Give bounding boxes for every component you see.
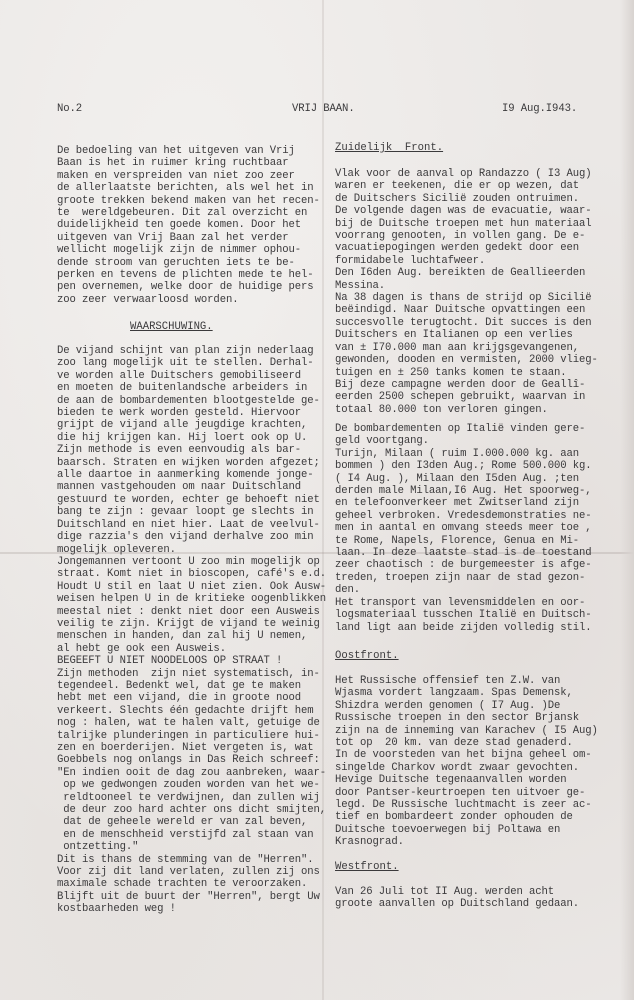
warning-paragraph: De vijand schijnt van plan zijn nederlaag zoo lang mogelijk uit te stellen. Derhal- ve worden alle Duitschers gemobiliseerd en moeten de buitenlandsche arbeiders in de aan de bombardementen blootgestelde ge- bieden te werk worden gesteld. Hiervoor grijpt de vijand alle jeugdige krachten, die hij krijgen kan. Hij loert ook op U. Zijn methode is even eenvoudig als bar- baarsch. Straten en wijken worden afgezet; alle daartoe in aanmerking komende jonge- mannen vastgehouden om naar Duitschland gestuurd te worden, echter ge behoeft niet bang te zijn : gevaar loopt ge slechts in Duitschland en niet hier. Laat de veelvul- dige razzia's den vijand derhalve zoo min mogelijk opleveren. Jongemannen vertoont U zoo min mogelijk op straat. Komt niet in bioscopen, café's e.d. Houdt U stil en laat U niet zien. Ook Ausw- weisen helpen U in de kritieke oogenblikken meestal niet : denkt niet door een Ausweis veilig te zijn. Krijgt de vijand te weinig menschen in handen, dan zal hij U nemen, al hebt ge ook een Ausweis. BEGEEFT U NIET NOODELOOS OP STRAAT ! Zijn methoden zijn niet systematisch, in- tegendeel. Bedenkt wel, dat ge te maken hebt met een vijand, die in groote nood verkeert. Slechts één gedachte drijft hem nog : halen, wat te halen valt, getuige de talrijke plunderingen in particuliere hui- zen en boerderijen. Niet vergeten is, wat Goebbels nog onlangs in Das Reich schreef: "En indien ooit de dag zou aanbreken, waar- op we gedwongen zouden worden van het we- reldtooneel te verdwijnen, dan zullen wij de deur zoo hard achter ons dicht smijten, dat de geheele wereld er van zal beven, en de menschheid verstijfd zal staan van ontzetting." Dit is thans de stemming van de "Herren". Voor zij dit land verlaten, zullen zij ons maximale schade trachten te veroorzaken. Blijft uit de buurt der "Herren", bergt Uw kostbaarheden weg ! — [57, 345, 327, 916]
intro-paragraph: De bedoeling van het uitgeven van Vrij Baan is het in ruimer kring ruchtbaar maken en verspreiden van niet zoo zeer de allerlaatste berichten, als wel het in groote trekken bekend maken van het recen- te wereldgebeuren. Dit zal overzicht en duidelijkheid ten goede komen. Door het uitgeven van Vrij Baan zal het verder wellicht mogelijk zijn de nimmer ophou- dende stroom van geruchten iets te be- perken en tevens de plichten mede te hel- pen overnemen, welke door de huidige pers zoo zeer verwaarloosd worden. — [57, 145, 320, 306]
newspaper-title: VRIJ BAAN. — [292, 103, 355, 115]
eastern-front-heading: Oostfront. — [335, 650, 399, 662]
southern-front-paragraph-2: De bombardementen op Italië vinden gere- geld voortgang. Turijn, Milaan ( ruim I.000.000 kg. aan bommen ) den I3den Aug.; Rome 500.000 kg. ( I4 Aug. ), Milaan den I5den Aug. ;ten derden male Milaan,I6 Aug. Het spoorweg-, en telefoonverkeer met Zwitserland zijn geheel verbroken. Vredesdemonstraties ne- men in aantal en omvang steeds meer toe , te Rome, Napels, Florence, Genua en Mi- laan. In deze laatste stad is de toestand zeer chaotisch : de burgemeester is afge- treden, troepen zijn naar de stad gezon- den. Het transport van levensmiddelen en oor- logsmateriaal tusschen Italië en Duitsch- land ligt aan beide zijden volledig stil. — [335, 423, 592, 634]
western-front-heading: Westfront. — [335, 861, 399, 873]
issue-number: No.2 — [57, 103, 83, 115]
southern-front-paragraph-1: Vlak voor de aanval op Randazzo ( I3 Aug) waren er teekenen, die er op wezen, dat de Duitschers Sicilië zouden ontruimen. De volgende dagen was de evacuatie, waar- bij de Duitsche troepen met hun materiaal voorrang genooten, in vollen gang. De e- vacuatiepogingen werden gedekt door een formidabele luchtafweer. Den I6den Aug. bereikten de Geallieerden Messina. Na 38 dagen is thans de strijd op Sicilië beëindigd. Naar Duitsche opvattingen een succesvolle terugtocht. Dit succes is den Duitschers en Italianen op een verlies van ± I70.000 man aan krijgsgevangenen, gewonden, dooden en vermisten, 2000 vlieg- tuigen en ± 250 tanks komen te staan. Bij deze campagne werden door de Geallî- eerden 2500 schepen gebruikt, waarvan in totaal 80.000 ton verloren gingen. — [335, 168, 598, 416]
western-front-paragraph: Van 26 Juli tot II Aug. werden acht groote aanvallen op Duitschland gedaan. — [335, 886, 580, 911]
issue-date: I9 Aug.I943. — [502, 103, 578, 115]
paper-edge-shadow — [620, 0, 634, 1000]
southern-front-heading: Zuidelijk Front. — [335, 142, 444, 154]
eastern-front-paragraph: Het Russische offensief ten Z.W. van Wjasma vordert langzaam. Spas Demensk, Shizdra werden genomen ( I7 Aug. )De Russische troepen in den sector Brjansk zijn na de inneming van Karachev ( I5 Aug) tot op 20 km. van deze stad genaderd. In de voorsteden van het bijna geheel om- singelde Charkov wordt zwaar gevochten. Hevige Duitsche tegenaanvallen worden door Pantser-keurtroepen ten uitvoer ge- legd. De Russische luchtmacht is zeer ac- tief en bombardeert zonder ophouden de Duitsche toevoerwegen bij Poltawa en Krasnograd. — [335, 675, 598, 849]
warning-heading: WAARSCHUWING. — [130, 321, 213, 333]
